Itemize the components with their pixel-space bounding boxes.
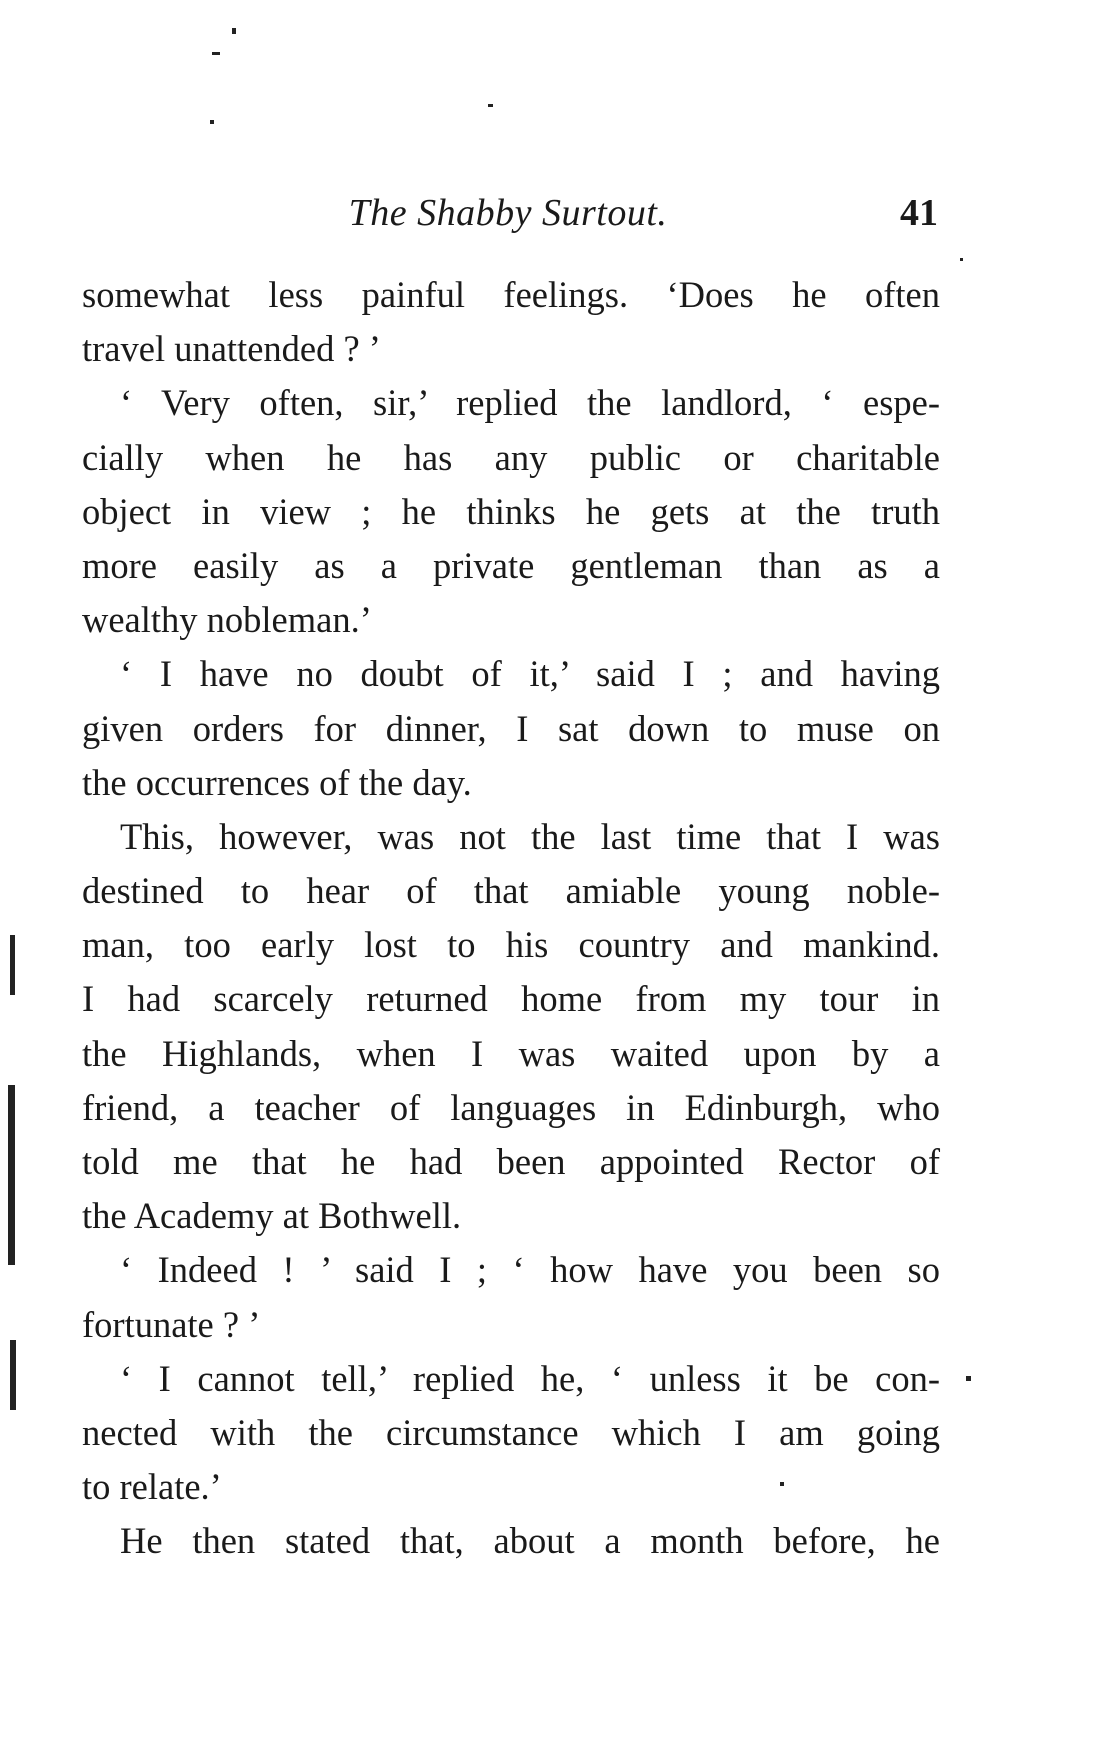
scan-artifact	[488, 104, 493, 107]
text-line: He then stated that, about a month before, he	[120, 1520, 940, 1562]
text-line: I had scarcely returned home from my tour in	[82, 978, 940, 1020]
text-line: told me that he had been appointed Rector of	[82, 1141, 940, 1182]
text-line: the Highlands, when I was waited upon by a	[82, 1032, 940, 1074]
text-line: to relate.’	[82, 1466, 222, 1508]
text-line: man, too early lost to his country and mankind.	[82, 924, 940, 966]
text-line: ‘ Very often, sir,’ replied the landlord, ‘ espe-	[120, 382, 940, 424]
scan-artifact	[212, 52, 220, 55]
text-line: ‘ I cannot tell,’ replied he, ‘ unless it be con-	[120, 1357, 940, 1399]
text-line: given orders for dinner, I sat down to muse on	[82, 707, 940, 749]
text-line: more easily as a private gentleman than as a	[82, 544, 940, 586]
scan-artifact	[232, 28, 236, 34]
text-line: This, however, was not the last time that I was	[120, 815, 940, 857]
scan-artifact	[10, 935, 15, 995]
text-line: the Academy at Bothwell.	[82, 1195, 462, 1237]
text-line: friend, a teacher of languages in Edinburgh, who	[82, 1086, 940, 1128]
text-line: somewhat less painful feelings. ‘Does he often	[82, 274, 940, 315]
scan-artifact	[8, 1085, 15, 1265]
body-text	[82, 268, 940, 1569]
text-line: the occurrences of the day.	[82, 761, 472, 803]
scan-artifact	[966, 1376, 971, 1381]
page-number: 41	[900, 192, 938, 234]
scan-artifact	[780, 1482, 784, 1486]
scan-artifact	[960, 258, 963, 261]
scan-artifact	[10, 1340, 16, 1410]
scan-artifact	[210, 120, 214, 124]
text-line: wealthy nobleman.’	[82, 599, 372, 641]
text-line: object in view ; he thinks he gets at the truth	[82, 490, 940, 532]
text-line: destined to hear of that amiable young noble-	[82, 870, 940, 912]
text-line: ‘ I have no doubt of it,’ said I ; and having	[120, 653, 940, 695]
running-title: The Shabby Surtout.	[348, 192, 668, 234]
text-line: ‘ Indeed ! ’ said I ; ‘ how have you been so	[120, 1249, 940, 1291]
text-line: cially when he has any public or charitable	[82, 436, 940, 478]
text-line: travel unattended ? ’	[82, 328, 381, 370]
text-line: fortunate ? ’	[82, 1303, 261, 1345]
text-line: nected with the circumstance which I am going	[82, 1411, 940, 1453]
running-head	[78, 188, 938, 238]
